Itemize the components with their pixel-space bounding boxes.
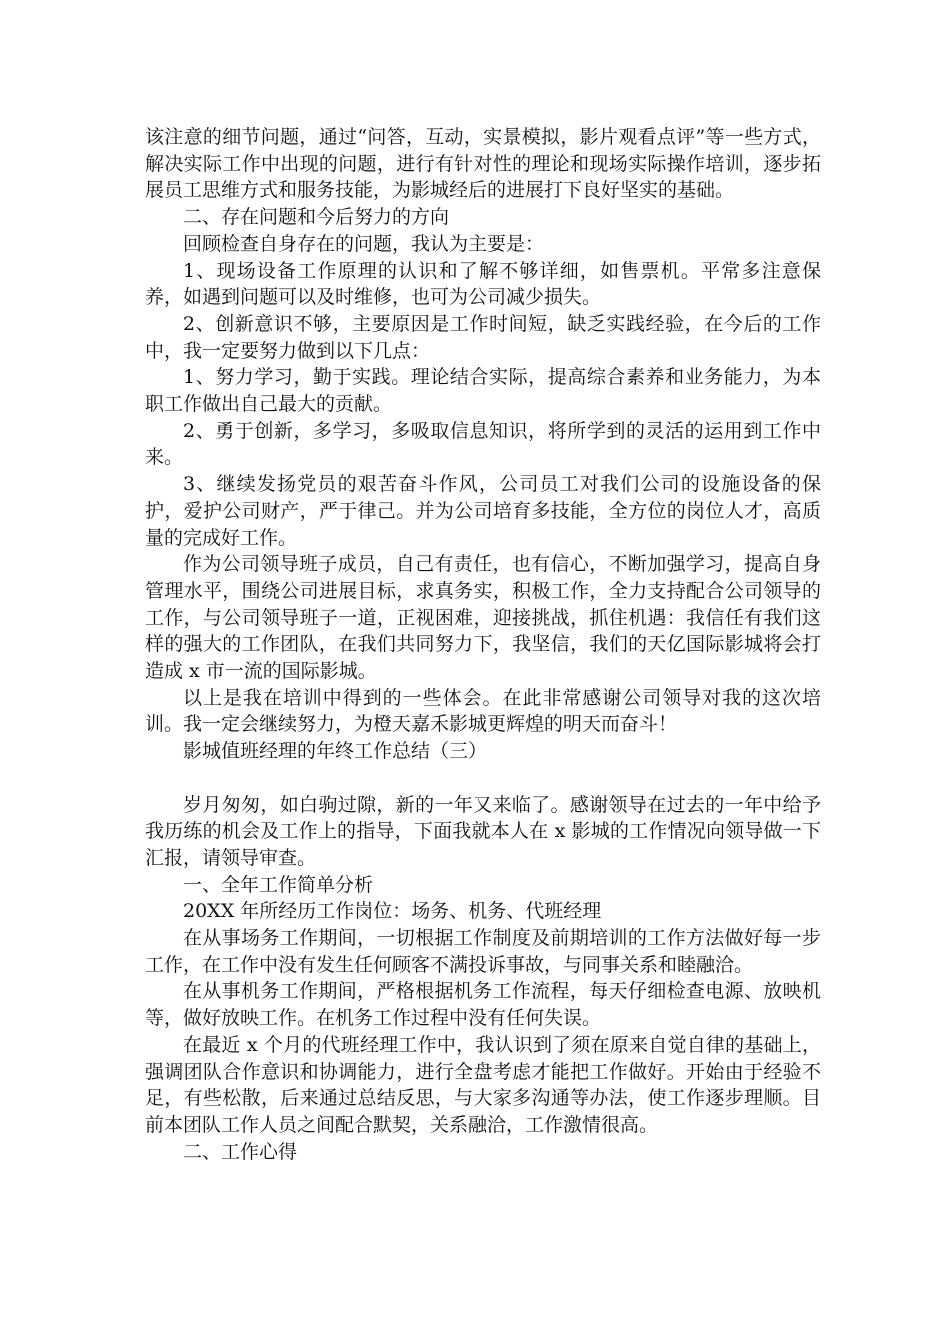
document-page — [145, 124, 821, 1165]
paragraph-8: 作为公司领导班子成员，自己有责任，也有信心，不断加强学习，提高自身管理水平，围绕公司进展目标，求真务实，积极工作，全力支持配合公司领导的工作，与公司领导班子一道，正视困难，迎接挑战，抓住机遇：我信任有我们这样的强大的工作团队，在我们共同努力下，我坚信，我们的天亿国际影城将会打造成 x 市一流的国际影城。 — [145, 553, 821, 683]
paragraph-3: 1、现场设备工作原理的认识和了解不够详细，如售票机。平常多注意保养，如遇到问题可以及时维修，也可为公司减少损失。 — [145, 259, 821, 309]
paragraph-12: 岁月匆匆，如白驹过隙，新的一年又来临了。感谢领导在过去的一年中给予我历练的机会及工作上的指导，下面我就本人在 x 影城的工作情况向领导做一下汇报，请领导审查。 — [145, 793, 821, 869]
paragraph-16: 在从事机务工作期间，严格根据机务工作流程，每天仔细检查电源、放映机等，做好放映工作。在机务工作过程中没有任何失误。 — [145, 980, 821, 1030]
paragraph-4: 2、创新意识不够，主要原因是工作时间短，缺乏实践经验，在今后的工作中，我一定要努力做到以下几点： — [145, 312, 821, 362]
paragraph-6: 2、勇于创新，多学习，多吸取信息知识，将所学到的灵活的运用到工作中来。 — [145, 419, 821, 469]
paragraph-5: 1、努力学习，勤于实践。理论结合实际，提高综合素养和业务能力，为本职工作做出自己最大的贡献。 — [145, 366, 821, 416]
paragraph-0: 该注意的细节问题，通过“问答，互动，实景模拟，影片观看点评”等一些方式，解决实际工作中出现的问题，进行有针对性的理论和现场实际操作培训，逐步拓展员工思维方式和服务技能，为影城经后的进展打下良好坚实的基础。 — [145, 126, 821, 202]
blank-line — [145, 765, 821, 792]
section-heading-issues: 二、存在问题和今后努力的方向 — [183, 206, 450, 229]
document-title-part-3: 影城值班经理的年终工作总结（三） — [183, 740, 488, 763]
paragraph-15: 在从事场务工作期间，一切根据工作制度及前期培训的工作方法做好每一步工作，在工作中没有发生任何顾客不满投诉事故，与同事关系和睦融洽。 — [145, 927, 821, 976]
paragraph-7: 3、继续发扬党员的艰苦奋斗作风，公司员工对我们公司的设施设备的保护，爱护公司财产，严于律己。并为公司培育多技能，全方位的岗位人才，高质量的完成好工作。 — [145, 473, 821, 549]
paragraph-14: 20XX 年所经历工作岗位：场务、机务、代班经理 — [183, 900, 602, 923]
paragraph-17: 在最近 x 个月的代班经理工作中，我认识到了须在原来自觉自律的基础上，强调团队合作意识和协调能力，进行全盘考虑才能把工作做好。开始由于经验不足，有些松散，后来通过总结反思，与大家多沟通等办法，使工作逐步理顺。目前本团队工作人员之间配合默契，关系融洽，工作激情很高。 — [145, 1033, 821, 1136]
section-heading-analysis: 一、全年工作简单分析 — [183, 873, 374, 896]
paragraph-2: 回顾检查自身存在的问题，我认为主要是： — [183, 232, 545, 255]
paragraph-9: 以上是我在培训中得到的一些体会。在此非常感谢公司领导对我的这次培训。我一定会继续努力，为橙天嘉禾影城更辉煌的明天而奋斗！ — [145, 686, 821, 736]
section-heading-insights: 二、工作心得 — [183, 1140, 298, 1163]
